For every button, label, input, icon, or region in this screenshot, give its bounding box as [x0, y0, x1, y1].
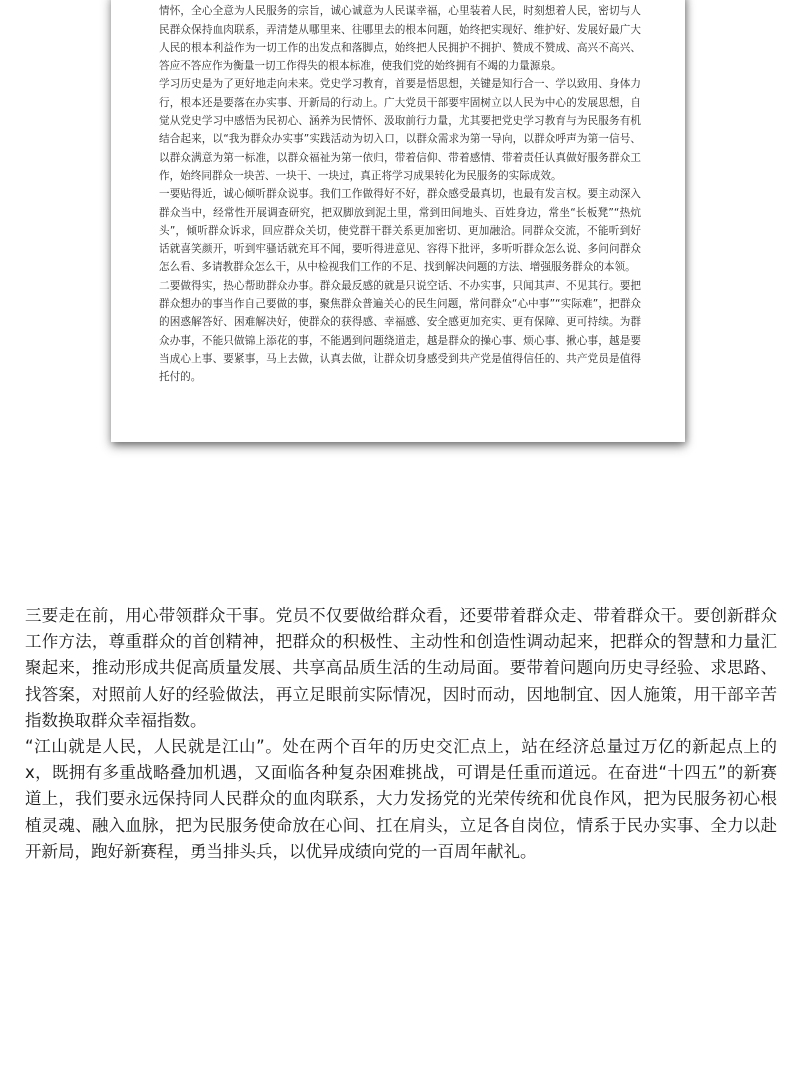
document-page-image	[111, 0, 685, 442]
page-paragraph-3: 一要贴得近，诚心倾听群众说事。我们工作做得好不好，群众感受最真切，也最有发言权。要主动深入群众当中，经常性开展调查研究，把双脚放到泥土里，常到田间地头、百姓身边，常坐“长板凳”“热炕头”，倾听群众诉求，回应群众关切，使党群干群关系更加密切、更加融洽。同群众交流，不能听到好话就喜笑颜开，听到牢骚话就充耳不闻，要听得进意见、容得下批评，多听听群众怎么说、多问问群众怎么看、多请教群众怎么干，从中检视我们工作的不足、找到解决问题的方法、增强服务群众的本领。	[159, 188, 641, 274]
document-page-text	[159, 0, 641, 387]
body-paragraph-2: “江山就是人民，人民就是江山”。处在两个百年的历史交汇点上，站在经济总量过万亿的新起点上的 x，既拥有多重战略叠加机遇，又面临各种复杂困难挑战，可谓是任重而道远。在奋进“十四五”的新赛道上，我们要永远保持同人民群众的血肉联系，大力发扬党的光荣传统和优良作风，把为民服务初心根植灵魂、融入血脉，把为民服务使命放在心间、扛在肩头，立足各自岗位，情系于民办实事、全力以赴开新局，跑好新赛程，勇当排头兵，以优异成绩向党的一百周年献礼。	[25, 737, 777, 861]
page-paragraph-1: 情怀，全心全意为人民服务的宗旨，诚心诚意为人民谋幸福，心里装着人民，时刻想着人民，密切与人民群众保持血肉联系，弄清楚从哪里来、往哪里去的根本问题，始终把实现好、维护好、发展好最广大人民的根本利益作为一切工作的出发点和落脚点，始终把人民拥护不拥护、赞成不赞成、高兴不高兴、答应不答应作为衡量一切工作得失的根本标准，使我们党的始终拥有不竭的力量源泉。	[159, 5, 641, 73]
page-paragraph-4: 二要做得实，热心帮助群众办事。群众最反感的就是只说空话、不办实事，只闻其声、不见其行。要把群众想办的事当作自己要做的事，聚焦群众普遍关心的民生问题，常问群众“心中事”“实际难”，把群众的困惑解答好、困难解决好，使群众的获得感、幸福感、安全感更加充实、更有保障、更可持续。为群众办事，不能只做锦上添花的事，不能遇到问题绕道走，越是群众的操心事、烦心事、揪心事，越是要当成心上事、要紧事，马上去做，认真去做，让群众切身感受到共产党是值得信任的、共产党员是值得托付的。	[159, 279, 641, 384]
article-body	[25, 603, 777, 865]
page-paragraph-2: 学习历史是为了更好地走向未来。党史学习教育，首要是悟思想，关键是知行合一、学以致用、身体力行，根本还是要落在办实事、开新局的行动上。广大党员干部要牢固树立以人民为中心的发展思想，自觉从党史学习中感悟为民初心、涵养为民情怀、汲取前行力量，尤其要把党史学习教育与为民服务有机结合起来，以“我为群众办实事”实践活动为切入口，以群众需求为第一导向，以群众呼声为第一信号、以群众满意为第一标准，以群众福祉为第一依归，带着信仰、带着感情、带着责任认真做好服务群众工作，始终同群众一块苦、一块干、一块过，真正将学习成果转化为民服务的实际成效。	[159, 78, 641, 182]
body-paragraph-1: 三要走在前，用心带领群众干事。党员不仅要做给群众看，还要带着群众走、带着群众干。要创新群众工作方法，尊重群众的首创精神，把群众的积极性、主动性和创造性调动起来，把群众的智慧和力量汇聚起来，推动形成共促高质量发展、共享高品质生活的生动局面。要带着问题向历史寻经验、求思路、找答案，对照前人好的经验做法，再立足眼前实际情况，因时而动，因地制宜、因人施策，用干部辛苦指数换取群众幸福指数。	[25, 606, 777, 730]
